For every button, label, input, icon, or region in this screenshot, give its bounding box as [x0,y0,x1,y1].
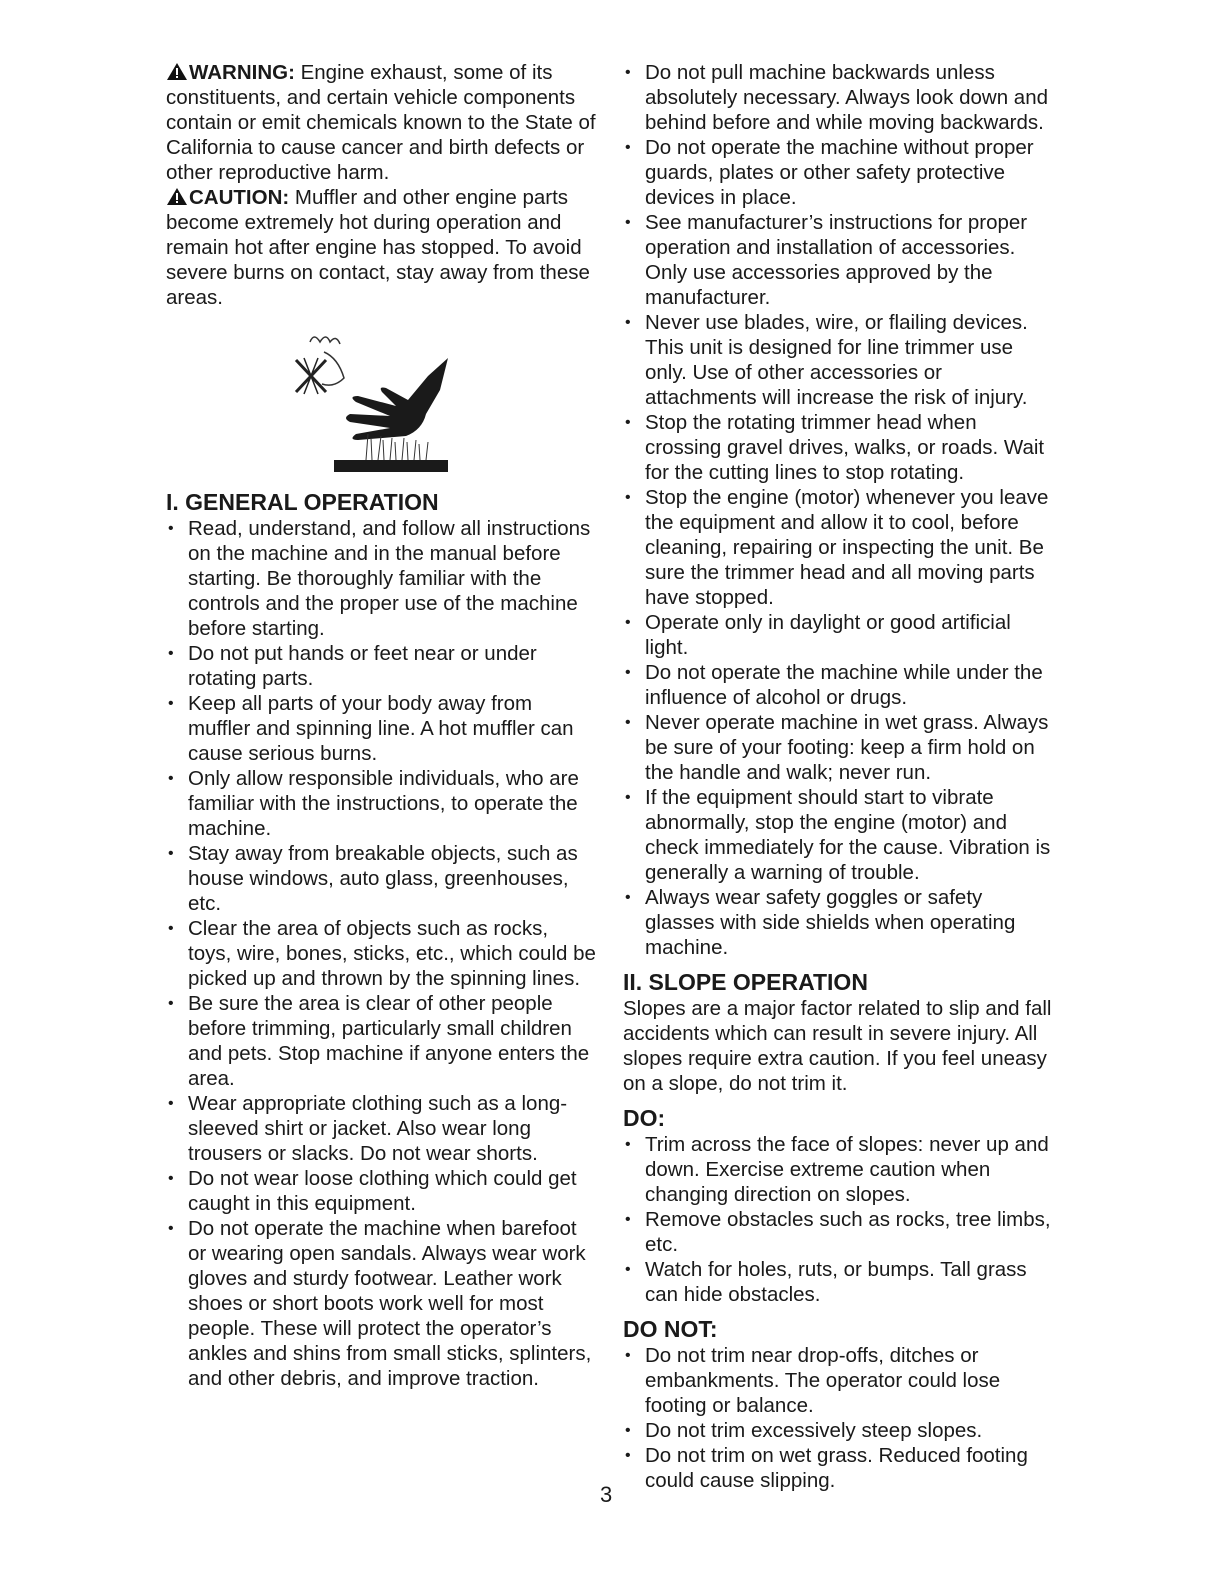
hot-surface-burn-hazard-icon [286,330,456,478]
do-not-list [623,1343,1055,1493]
page-number: 3 [600,1482,613,1507]
warning-label [166,61,295,84]
list-item: • Do not operate the machine without proper guards, plates or other safety protective devices in place. [623,135,1055,210]
list-item: • Always wear safety goggles or safety glasses with side shields when operating machine. [623,885,1055,960]
caution-label-text: CAUTION: [189,186,290,209]
list-item: • Do not put hands or feet near or under rotating parts. [166,641,596,691]
list-item: • See manufacturer’s instructions for proper operation and installation of accessories. Only use accessories approved by the manufacturer. [623,210,1055,310]
general-operation-list-right [623,60,1055,960]
list-item: • Do not trim excessively steep slopes. [623,1418,1055,1443]
list-item: • Read, understand, and follow all instructions on the machine and in the manual before starting. Be thoroughly familiar with the controls and the proper use of the machine before starting. [166,516,596,641]
list-item: • Operate only in daylight or good artificial light. [623,610,1055,660]
list-item: • Never operate machine in wet grass. Always be sure of your footing: keep a firm hold on the handle and walk; never run. [623,710,1055,785]
list-item: • Wear appropriate clothing such as a long-sleeved shirt or jacket. Also wear long trousers or slacks. Do not wear shorts. [166,1091,596,1166]
list-item: • Clear the area of objects such as rocks, toys, wire, bones, sticks, etc., which could be picked up and thrown by the spinning lines. [166,916,596,991]
do-heading: DO: [623,1105,666,1131]
list-item: • Never use blades, wire, or flailing devices. This unit is designed for line trimmer use only. Use of other accessories or attachments will increase the risk of injury. [623,310,1055,410]
list-item: • Only allow responsible individuals, who are familiar with the instructions, to operate the machine. [166,766,596,841]
list-item: • Stay away from breakable objects, such as house windows, auto glass, greenhouses, etc. [166,841,596,916]
general-operation-heading: I. GENERAL OPERATION [166,489,439,515]
list-item: • Do not pull machine backwards unless absolutely necessary. Always look down and behind before and while moving backwards. [623,60,1055,135]
do-list [623,1132,1055,1307]
list-item: • Trim across the face of slopes: never up and down. Exercise extreme caution when changing direction on slopes. [623,1132,1055,1207]
list-item: • Stop the rotating trimmer head when crossing gravel drives, walks, or roads. Wait for the cutting lines to stop rotating. [623,410,1055,485]
list-item: • Stop the engine (motor) whenever you leave the equipment and allow it to cool, before cleaning, repairing or inspecting the unit. Be sure the trimmer head and all moving parts have stopped. [623,485,1055,610]
alert-triangle-icon [166,62,188,81]
alert-triangle-icon [166,187,188,206]
warning-text: Engine exhaust, some of its constituents, and certain vehicle components contain or emit chemicals known to the State of California to cause cancer and birth defects or other reproductive harm. [166,61,596,184]
caution-paragraph [166,185,596,310]
slope-operation-heading: II. SLOPE OPERATION [623,969,868,995]
list-item: • Keep all parts of your body away from muffler and spinning line. A hot muffler can cause serious burns. [166,691,596,766]
list-item: • Do not trim near drop-offs, ditches or embankments. The operator could lose footing or balance. [623,1343,1055,1418]
right-column [623,60,1055,1493]
list-item: • Do not wear loose clothing which could get caught in this equipment. [166,1166,596,1216]
warning-label-text: WARNING: [189,61,295,84]
do-not-heading: DO NOT: [623,1316,718,1342]
list-item: • Do not operate the machine when barefoot or wearing open sandals. Always wear work gloves and sturdy footwear. Leather work shoes or short boots work well for most people. These will protect the operator’s ankles and shins from small sticks, splinters, and other debris, and improve traction. [166,1216,596,1391]
general-operation-list-left [166,516,596,1391]
left-column [166,60,596,1391]
list-item: • If the equipment should start to vibrate abnormally, stop the engine (motor) and check immediately for the cause. Vibration is generally a warning of trouble. [623,785,1055,885]
warning-paragraph [166,60,596,185]
list-item: • Do not trim on wet grass. Reduced footing could cause slipping. [623,1443,1055,1493]
list-item: • Remove obstacles such as rocks, tree limbs, etc. [623,1207,1055,1257]
caution-text: Muffler and other engine parts become extremely hot during operation and remain hot after engine has stopped. To avoid severe burns on contact, stay away from these areas. [166,186,590,309]
list-item: • Be sure the area is clear of other people before trimming, particularly small children and pets. Stop machine if anyone enters the area. [166,991,596,1091]
list-item: • Do not operate the machine while under the influence of alcohol or drugs. [623,660,1055,710]
caution-label [166,186,289,209]
list-item: • Watch for holes, ruts, or bumps. Tall grass can hide obstacles. [623,1257,1055,1307]
slope-intro: Slopes are a major factor related to slip and fall accidents which can result in severe injury. All slopes require extra caution. If you feel uneasy on a slope, do not trim it. [623,997,1052,1095]
